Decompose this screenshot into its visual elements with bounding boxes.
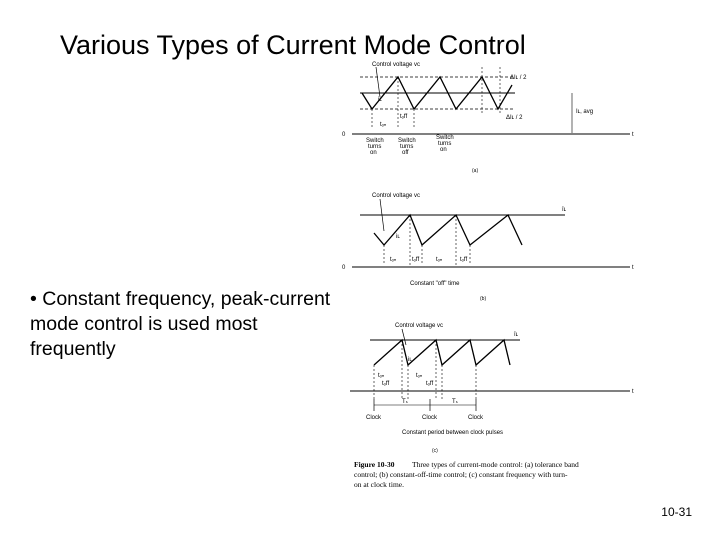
panel-b-il-hat: îʟ xyxy=(562,207,567,213)
panel-b-toff2: tₒff xyxy=(460,257,468,263)
panel-a-delta-top: ΔIʟ / 2 xyxy=(510,75,527,81)
figure-caption xyxy=(354,460,579,489)
figure-caption-line1: Three types of current-mode control: (a) tolerance band xyxy=(412,460,579,469)
panel-c-toff1: tₒff xyxy=(382,381,390,387)
panel-c-t: t xyxy=(632,389,634,395)
panel-b xyxy=(342,193,634,302)
panel-a-il-avg: Iʟ, avg xyxy=(576,109,594,115)
panel-b-toff1: tₒff xyxy=(412,257,420,263)
current-mode-control-figure xyxy=(340,55,700,495)
page-number: 10-31 xyxy=(661,505,692,519)
panel-a-zero: 0 xyxy=(342,132,346,138)
panel-c-const-period: Constant period between clock pulses xyxy=(402,430,504,436)
panel-a-delta-bot: ΔIʟ / 2 xyxy=(506,115,523,121)
panel-c-toff2: tₒff xyxy=(426,381,434,387)
panel-c-caption: (c) xyxy=(432,448,438,454)
panel-b-ton2: tₒₙ xyxy=(436,257,443,263)
panel-a-caption: (a) xyxy=(472,168,479,174)
panel-c-il-hat: îʟ xyxy=(514,332,519,338)
figure-caption-line3: on at clock time. xyxy=(354,480,404,489)
panel-c-control-voltage-label: Control voltage vc xyxy=(395,323,444,329)
panel-b-zero: 0 xyxy=(342,265,346,271)
panel-c-clock2: Clock xyxy=(422,415,438,421)
panel-b-const-off: Constant "off" time xyxy=(410,281,460,287)
panel-b-t: t xyxy=(632,265,634,271)
panel-a-switch-off: Switch turns off xyxy=(398,138,416,156)
panel-a-switch-on-2: Switch turns on xyxy=(436,135,454,153)
figure-caption-label: Figure 10-30 xyxy=(354,460,395,469)
panel-c-ts1: Tₛ xyxy=(402,399,408,405)
figure-caption-line2: control; (b) constant-off-time control; (c) constant frequency with turn- xyxy=(354,470,568,479)
panel-c-il-waveform xyxy=(374,340,510,365)
panel-b-il-label: iʟ xyxy=(396,234,400,240)
panel-c-ton2: tₒₙ xyxy=(416,373,423,379)
panel-a-ton-label: tₒₙ xyxy=(380,122,387,128)
panel-b-ton1: tₒₙ xyxy=(390,257,397,263)
panel-a xyxy=(342,62,634,174)
panel-c-clock3: Clock xyxy=(468,415,484,421)
panel-a-il-label: iʟ xyxy=(378,97,382,103)
bullet-text: • Constant frequency, peak-current mode control is used most frequently xyxy=(30,288,331,360)
panel-c xyxy=(350,323,634,454)
slide-title: Various Types of Current Mode Control xyxy=(60,30,526,60)
panel-a-control-voltage-label: Control voltage vc xyxy=(372,62,421,68)
panel-c-ts2: Tₛ xyxy=(452,399,458,405)
panel-c-clock1: Clock xyxy=(366,415,382,421)
panel-c-il-label: iʟ xyxy=(408,357,412,363)
panel-c-ton1: tₒₙ xyxy=(378,373,385,379)
panel-b-caption: (b) xyxy=(480,296,487,302)
panel-b-il-waveform xyxy=(374,215,522,245)
panel-a-switch-on-1: Switch turns on xyxy=(366,138,384,156)
panel-a-toff-label: tₒff xyxy=(400,114,408,120)
panel-a-t: t xyxy=(632,132,634,138)
panel-b-control-voltage-label: Control voltage vc xyxy=(372,193,421,199)
